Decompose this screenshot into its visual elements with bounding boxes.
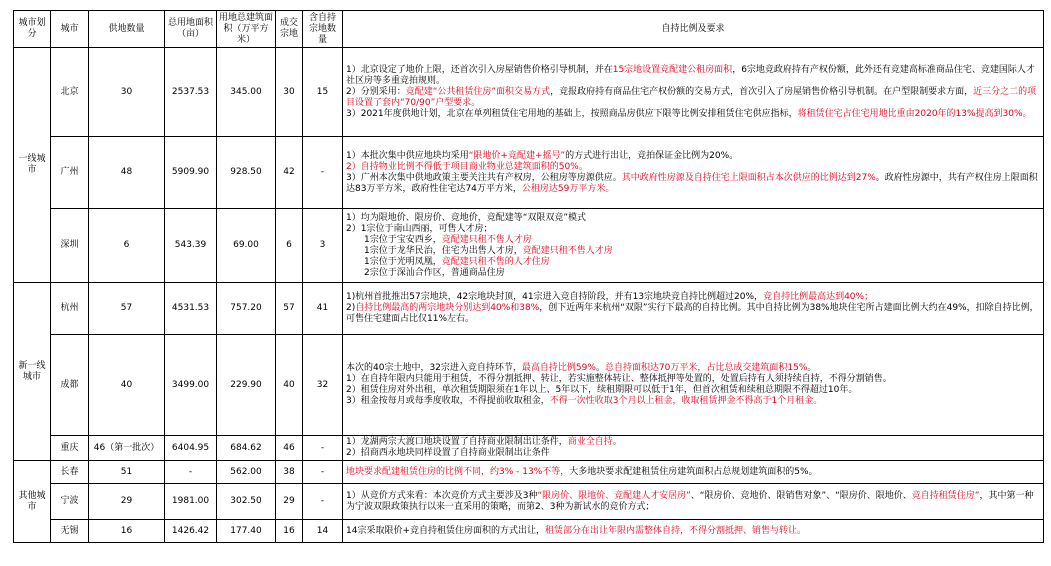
deal-cell: 42: [276, 137, 303, 209]
req-text: 1）龙湖两宗大渡口地块设置了自持商业限制出让条件，: [346, 437, 568, 447]
requirements-cell: [343, 436, 1044, 461]
land-area-cell: 5909.90: [165, 137, 217, 209]
deal-cell: 29: [276, 484, 303, 520]
category-new-tier1: 新一线城市: [14, 283, 51, 461]
req-highlight: 竞配建只租不售人才房: [441, 234, 532, 245]
building-area-cell: 757.20: [217, 283, 276, 335]
self-held-cell: -: [303, 461, 343, 484]
parcels-cell: 16: [89, 520, 165, 543]
table-row: [14, 520, 1044, 543]
req-text: 2): [346, 303, 356, 313]
land-area-cell: 4531.53: [165, 283, 217, 335]
header-building-area: 用地总建筑面积（万平方米）: [217, 11, 276, 48]
req-text: ，6宗地竞政府持有产权份额，此外还有竞建高标准商品住宅、竞建国际人才社区房等多重竞拍规则。: [346, 64, 1035, 86]
req-highlight: 竞配建只租不售的人才住房: [441, 256, 550, 267]
req-highlight: 2）自持物业比例不得低于项目商业物业总建筑面积的50%。: [346, 161, 588, 172]
land-area-cell: 1981.00: [165, 484, 217, 520]
requirements-cell: [343, 137, 1044, 209]
table-row: [14, 283, 1044, 335]
deal-cell: 46: [276, 436, 303, 461]
land-area-cell: 2537.53: [165, 48, 217, 137]
parcels-cell: 51: [89, 461, 165, 484]
land-area-cell: 3499.00: [165, 335, 217, 436]
req-text: 1宗位于宝安西乡，: [364, 234, 442, 245]
header-category: 城市划分: [14, 11, 51, 48]
table-row: [14, 48, 1044, 137]
city-cell: 无锡: [51, 520, 89, 543]
req-text: 2）租赁住房对外出租，单次租赁期限须在1年以上、5年以下，续租期限可以低于1年，但首次租赁和续租总期限不得超过10年。: [346, 385, 858, 395]
req-highlight: 商业全自持: [567, 437, 613, 447]
header-deal: 成交宗地: [276, 11, 303, 48]
parcels-cell: 30: [89, 48, 165, 137]
req-highlight: 自持比例最高的两宗地块分别达到40%和38%: [355, 303, 540, 313]
req-highlight: 地块要求配建租赁住房的比例不同，约3% - 13%不等，: [346, 466, 570, 477]
req-text: ，创下近两年来杭州“双限”实行下最高的自持比例。其中自持比例为38%地块住宅所占建面比例大约在49%，扣除自持比例，可售住宅建面占比仅11%左右。: [346, 303, 1039, 324]
req-text: 。政府性房源中，共有产权住房上限面积达83万平方米，政府性住宅达74万平方米，: [346, 172, 1038, 194]
req-text: 1）在自持年限内只能用于租赁，不得分割抵押、转让，若实施整体转让、整体抵押等处置的，处置后持有人须持续自持，不得分割销售。: [346, 374, 892, 384]
land-area-cell: 6404.95: [165, 436, 217, 461]
category-other: 其他城市: [14, 461, 51, 543]
req-text: 大多地块要求配建租赁住房建筑面积占总规划建筑面积的5%。: [569, 466, 818, 477]
header-requirements: 自持比例及要求: [343, 11, 1044, 48]
req-text: 1宗位于龙华民治，住宅为出售人才房，: [364, 245, 523, 256]
parcels-cell: 57: [89, 283, 165, 335]
table-row: [14, 209, 1044, 283]
req-highlight: 15宗地设置竞配建公租房面积: [612, 64, 733, 75]
land-supply-table: [13, 10, 1044, 543]
city-cell: 重庆: [51, 436, 89, 461]
city-cell: 长春: [51, 461, 89, 484]
land-area-cell: 1426.42: [165, 520, 217, 543]
city-cell: 杭州: [51, 283, 89, 335]
requirements-cell: [343, 283, 1044, 335]
req-text: 1)杭州首批推出57宗地块，42宗地块封顶，41宗进入竞自持阶段，并有13宗地块竞自持比例超过20%，: [346, 292, 764, 302]
req-highlight: 最高自持比例59%: [521, 363, 596, 373]
req-text: 1）从竞价方式来看：本次竞价方式主要涉及3种: [346, 490, 538, 501]
city-cell: 广州: [51, 137, 89, 209]
parcels-cell: 48: [89, 137, 165, 209]
req-highlight: 公租房达59万平方米。: [521, 183, 615, 194]
header-city: 城市: [51, 11, 89, 48]
req-text: 1）均为限地价、限房价、竞地价，竞配建等“双限双竞”模式: [346, 212, 587, 223]
req-text: 的方式进行出让，竞拍保证金比例为20%。: [565, 150, 739, 161]
req-highlight: 竞自持比例最高达到40%；: [763, 292, 874, 302]
req-highlight: 总自持面积达70万平米，占比总成交建筑面积15%: [604, 363, 808, 373]
req-highlight: “限房价、限地价、竞配建人才安居房”: [537, 490, 691, 501]
deal-cell: 38: [276, 461, 303, 484]
req-text: 。: [595, 363, 605, 373]
parcels-cell: 29: [89, 484, 165, 520]
land-area-cell: 543.39: [165, 209, 217, 283]
self-held-cell: 15: [303, 48, 343, 137]
requirements-cell: [343, 461, 1044, 484]
self-held-cell: 32: [303, 335, 343, 436]
req-highlight: 竞配建“公共租赁住房”面积交易方式: [405, 86, 551, 97]
city-cell: 宁波: [51, 484, 89, 520]
self-held-cell: -: [303, 137, 343, 209]
header-land-area: 总用地面积（亩）: [165, 11, 217, 48]
building-area-cell: 928.50: [217, 137, 276, 209]
deal-cell: 57: [276, 283, 303, 335]
category-tier1: 一线城市: [14, 48, 51, 283]
city-cell: 深圳: [51, 209, 89, 283]
req-highlight: 其中政府性房源及自持住宅上限面积占本次供应的比例达到27%: [621, 172, 876, 183]
building-area-cell: 562.00: [217, 461, 276, 484]
self-held-cell: 41: [303, 283, 343, 335]
table-row: [14, 436, 1044, 461]
header-parcels: 供地数量: [89, 11, 165, 48]
land-area-cell: -: [165, 461, 217, 484]
req-text: 3）租金按每月或每季度收取，不得提前收取租金，: [346, 396, 550, 406]
req-highlight: 竞自持租赁住房”: [911, 490, 980, 501]
req-highlight: 不得一次性收取3个月以上租金，收取租赁押金不得高于1个月租金。: [549, 396, 823, 406]
deal-cell: 30: [276, 48, 303, 137]
table-row: [14, 335, 1044, 436]
table-row: [14, 461, 1044, 484]
building-area-cell: 684.62: [217, 436, 276, 461]
req-text: 。: [612, 437, 622, 447]
req-text: ，其中第一种为宁波双限政策执行以来一直采用的策略，而第2、3种为新试水的竞价方式；: [346, 490, 1034, 512]
req-text: ，竞报政府持有商品住宅产权份额的交易方式，首次引入了房屋销售价格引导机制。在户型限制要求方面，: [550, 86, 974, 97]
table-row: [14, 484, 1044, 520]
req-highlight: 将租赁住宅占住宅用地比重由2020年的13%提高到30%。: [797, 108, 1032, 119]
self-held-cell: -: [303, 436, 343, 461]
req-text: 3）2021年度供地计划，北京在单列租赁住宅用地的基础上，按照商品房供应下限等比例安排租赁住宅供应指标，: [346, 108, 798, 119]
parcels-cell: 6: [89, 209, 165, 283]
req-text: 本次的40宗土地中，32宗进入竞自持环节，: [346, 363, 522, 373]
self-held-cell: 3: [303, 209, 343, 283]
building-area-cell: 69.00: [217, 209, 276, 283]
header-row: [14, 11, 1044, 48]
requirements-cell: [343, 48, 1044, 137]
req-text: 2）分别采用：: [346, 86, 406, 97]
requirements-cell: [343, 484, 1044, 520]
req-text: 14宗采取限价+竞自持租赁住房面积的方式出让，: [346, 525, 545, 536]
req-text: 2宗位于深汕合作区，普通商品住房: [364, 267, 505, 278]
building-area-cell: 229.90: [217, 335, 276, 436]
deal-cell: 6: [276, 209, 303, 283]
building-area-cell: 302.50: [217, 484, 276, 520]
req-text: 1宗位于光明凤凰，: [364, 256, 442, 267]
header-self-held: 含自持宗地数量: [303, 11, 343, 48]
req-text: 1）北京设定了地价上限，还首次引入房屋销售价格引导机制，并在: [346, 64, 613, 75]
requirements-cell: [343, 209, 1044, 283]
req-text: 2）1宗位于南山西丽，可售人才房；: [346, 223, 493, 234]
req-text: 2）招商西永地块同样设置了自持商业限制出让条件: [346, 448, 550, 458]
req-text: 1）本批次集中供应地块均采用: [346, 150, 469, 161]
req-text: 、“限房价、竞地价、限销售对象”、“限房价、限地价、: [690, 490, 912, 501]
req-highlight: 近三分之二的项目设置了套内“70/90”户型要求。: [346, 86, 1037, 108]
requirements-cell: [343, 335, 1044, 436]
req-highlight: 竞配建只租不售人才房: [522, 245, 613, 256]
deal-cell: 40: [276, 335, 303, 436]
req-text: 。: [807, 363, 817, 373]
deal-cell: 16: [276, 520, 303, 543]
building-area-cell: 177.40: [217, 520, 276, 543]
building-area-cell: 345.00: [217, 48, 276, 137]
table-row: [14, 137, 1044, 209]
req-text: 3）广州本次集中供地政策主要关注共有产权房，公租房等房源供应。: [346, 172, 622, 183]
parcels-cell: 40: [89, 335, 165, 436]
parcels-cell: 46（第一批次）: [89, 436, 165, 461]
self-held-cell: -: [303, 484, 343, 520]
self-held-cell: 14: [303, 520, 343, 543]
requirements-cell: [343, 520, 1044, 543]
req-highlight: “限地价+竞配建+摇号”: [468, 150, 566, 161]
city-cell: 北京: [51, 48, 89, 137]
req-highlight: 租赁部分在出让年限内需整体自持，不得分割抵押、销售与转让。: [545, 525, 807, 536]
city-cell: 成都: [51, 335, 89, 436]
